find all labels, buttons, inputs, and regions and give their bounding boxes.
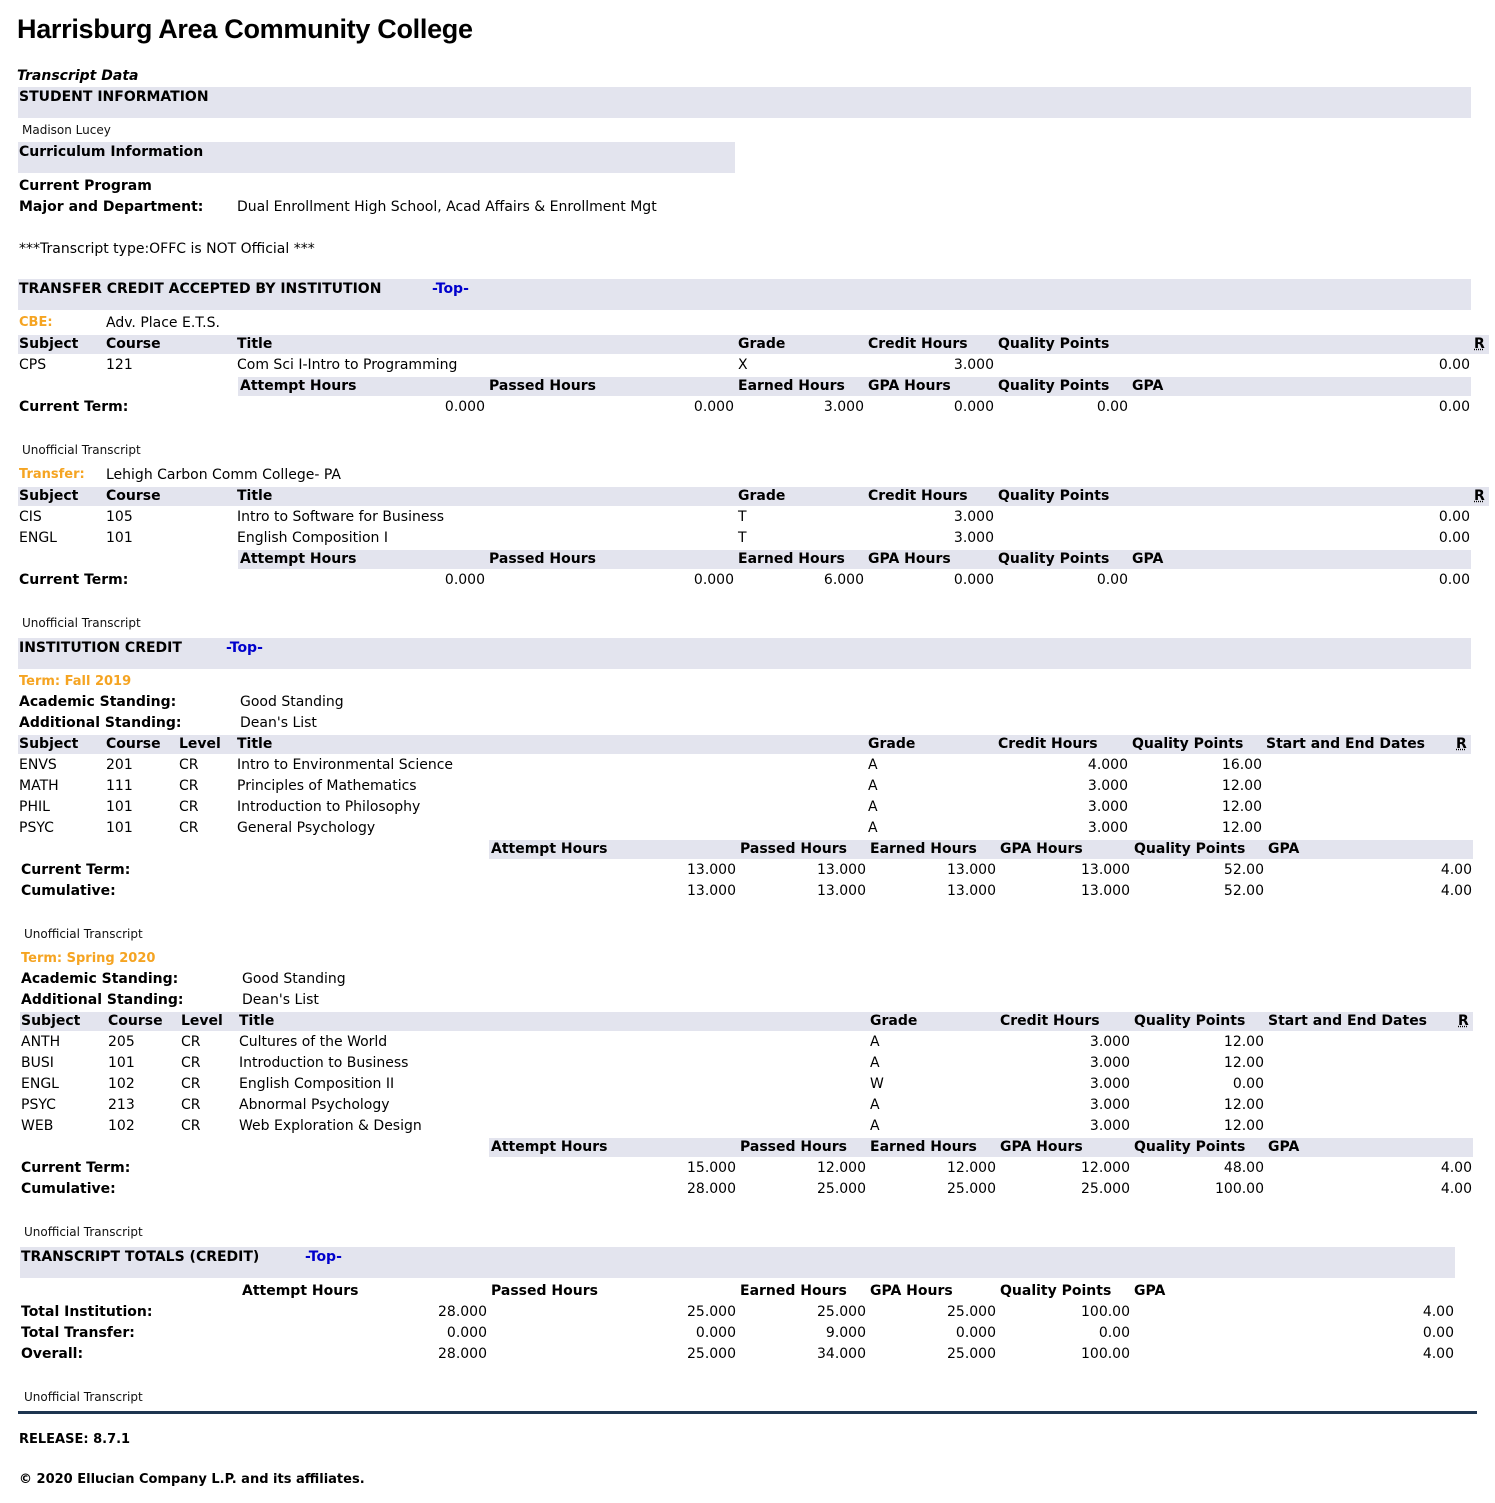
source-institution-name: Adv. Place E.T.S. bbox=[106, 315, 220, 331]
course-grade: A bbox=[870, 1034, 880, 1050]
col-header-credit-hours: Credit Hours bbox=[998, 736, 1098, 752]
top-link[interactable]: -Top- bbox=[432, 281, 469, 297]
total-attempt-hours: 0.000 bbox=[446, 1325, 487, 1341]
col-header-repeat: R bbox=[1456, 736, 1467, 752]
course-quality-points: 12.00 bbox=[1221, 820, 1262, 836]
course-subject: BUSI bbox=[21, 1055, 54, 1071]
total-attempt-hours: 0.000 bbox=[444, 572, 485, 588]
copyright: © 2020 Ellucian Company L.P. and its affiliates. bbox=[19, 1472, 365, 1487]
course-number: 102 bbox=[108, 1118, 135, 1134]
course-level: CR bbox=[181, 1055, 201, 1071]
unofficial-transcript-note: Unofficial Transcript bbox=[24, 1390, 143, 1404]
unofficial-transcript-note: Unofficial Transcript bbox=[22, 443, 141, 457]
course-credit-hours: 3.000 bbox=[1089, 1097, 1130, 1113]
course-level: CR bbox=[181, 1034, 201, 1050]
course-number: 201 bbox=[106, 757, 133, 773]
additional-standing-value: Dean's List bbox=[240, 715, 317, 731]
total-passed-hours: 25.000 bbox=[687, 1304, 736, 1320]
course-number: 105 bbox=[106, 509, 133, 525]
totals-header-bar bbox=[489, 1138, 1473, 1157]
total-quality-points: 100.00 bbox=[1081, 1304, 1130, 1320]
course-credit-hours: 3.000 bbox=[1089, 1118, 1130, 1134]
col-header-quality-points: Quality Points bbox=[1134, 1139, 1246, 1155]
release-label: RELEASE: 8.7.1 bbox=[19, 1432, 131, 1447]
col-header-credit-hours: Credit Hours bbox=[868, 336, 968, 352]
col-header-title: Title bbox=[237, 488, 273, 504]
course-subject: PSYC bbox=[19, 820, 54, 836]
col-header-attempt-hours: Attempt Hours bbox=[242, 1283, 359, 1299]
col-header-title: Title bbox=[237, 336, 273, 352]
course-subject: WEB bbox=[21, 1118, 54, 1134]
course-credit-hours: 3.000 bbox=[1087, 778, 1128, 794]
col-header-grade: Grade bbox=[738, 488, 786, 504]
total-gpa: 0.00 bbox=[1438, 572, 1470, 588]
total-attempt-hours: 15.000 bbox=[687, 1160, 736, 1176]
course-level: CR bbox=[181, 1097, 201, 1113]
course-number: 205 bbox=[108, 1034, 135, 1050]
col-header-start-end-dates: Start and End Dates bbox=[1268, 1013, 1428, 1029]
current-term-label: Current Term: bbox=[21, 862, 131, 878]
course-grade: A bbox=[870, 1055, 880, 1071]
col-header-passed-hours: Passed Hours bbox=[491, 1283, 598, 1299]
academic-standing-value: Good Standing bbox=[242, 971, 346, 987]
top-link[interactable]: -Top- bbox=[226, 640, 263, 656]
col-header-gpa: GPA bbox=[1134, 1283, 1166, 1299]
course-subject: ENVS bbox=[19, 757, 57, 773]
course-number: 101 bbox=[108, 1055, 135, 1071]
col-header-attempt-hours: Attempt Hours bbox=[491, 841, 608, 857]
col-header-attempt-hours: Attempt Hours bbox=[240, 551, 357, 567]
col-header-gpa-hours: GPA Hours bbox=[870, 1283, 953, 1299]
col-header-title: Title bbox=[237, 736, 273, 752]
total-gpa-hours: 13.000 bbox=[1081, 883, 1130, 899]
col-header-gpa-hours: GPA Hours bbox=[868, 378, 951, 394]
current-term-label: Current Term: bbox=[21, 1160, 131, 1176]
total-gpa: 4.00 bbox=[1440, 862, 1472, 878]
institution-section-heading: INSTITUTION CREDIT bbox=[19, 640, 182, 656]
total-passed-hours: 25.000 bbox=[817, 1181, 866, 1197]
term-label: Term: Fall 2019 bbox=[19, 674, 132, 689]
total-passed-hours: 0.000 bbox=[695, 1325, 736, 1341]
total-passed-hours: 0.000 bbox=[693, 399, 734, 415]
col-header-quality-points: Quality Points bbox=[998, 488, 1110, 504]
total-earned-hours: 13.000 bbox=[947, 883, 996, 899]
additional-standing-value: Dean's List bbox=[242, 992, 319, 1008]
totals-header-bar bbox=[238, 377, 1471, 396]
total-quality-points: 52.00 bbox=[1223, 862, 1264, 878]
course-grade: W bbox=[870, 1076, 884, 1092]
total-gpa: 4.00 bbox=[1440, 1181, 1472, 1197]
current-program-label: Current Program bbox=[19, 178, 152, 194]
course-credit-hours: 3.000 bbox=[953, 509, 994, 525]
total-passed-hours: 13.000 bbox=[817, 862, 866, 878]
total-gpa: 4.00 bbox=[1440, 1160, 1472, 1176]
course-credit-hours: 3.000 bbox=[953, 357, 994, 373]
col-header-course: Course bbox=[106, 336, 161, 352]
col-header-credit-hours: Credit Hours bbox=[868, 488, 968, 504]
col-header-subject: Subject bbox=[19, 736, 79, 752]
course-level: CR bbox=[179, 820, 199, 836]
col-header-attempt-hours: Attempt Hours bbox=[491, 1139, 608, 1155]
footer-divider bbox=[18, 1411, 1477, 1414]
course-title: Intro to Environmental Science bbox=[237, 757, 454, 773]
course-title: Intro to Software for Business bbox=[237, 509, 445, 525]
col-header-level: Level bbox=[181, 1013, 223, 1029]
course-subject: ENGL bbox=[19, 530, 57, 546]
total-earned-hours: 25.000 bbox=[817, 1304, 866, 1320]
course-number: 121 bbox=[106, 357, 133, 373]
col-header-repeat: R bbox=[1474, 336, 1485, 352]
source-type-label: Transfer: bbox=[19, 467, 85, 482]
academic-standing-value: Good Standing bbox=[240, 694, 344, 710]
course-subject: ENGL bbox=[21, 1076, 59, 1092]
course-grade: T bbox=[738, 530, 747, 546]
curriculum-heading: Curriculum Information bbox=[19, 144, 204, 160]
col-header-passed-hours: Passed Hours bbox=[740, 1139, 847, 1155]
course-level: CR bbox=[179, 778, 199, 794]
source-institution-name: Lehigh Carbon Comm College- PA bbox=[106, 467, 341, 483]
course-quality-points: 0.00 bbox=[1232, 1076, 1264, 1092]
course-grade: A bbox=[868, 799, 878, 815]
college-name: Harrisburg Area Community College bbox=[17, 14, 473, 44]
academic-standing-label: Academic Standing: bbox=[19, 694, 177, 710]
total-earned-hours: 9.000 bbox=[825, 1325, 866, 1341]
unofficial-transcript-note: Unofficial Transcript bbox=[22, 616, 141, 630]
col-header-earned-hours: Earned Hours bbox=[738, 378, 845, 394]
total-quality-points: 0.00 bbox=[1098, 1325, 1130, 1341]
total-quality-points: 52.00 bbox=[1223, 883, 1264, 899]
total-attempt-hours: 28.000 bbox=[438, 1346, 487, 1362]
academic-standing-label: Academic Standing: bbox=[21, 971, 179, 987]
course-number: 101 bbox=[106, 799, 133, 815]
total-passed-hours: 0.000 bbox=[693, 572, 734, 588]
col-header-repeat: R bbox=[1458, 1013, 1469, 1029]
course-quality-points: 0.00 bbox=[1438, 357, 1470, 373]
additional-standing-label: Additional Standing: bbox=[21, 992, 184, 1008]
course-subject: MATH bbox=[19, 778, 59, 794]
col-header-quality-points: Quality Points bbox=[998, 551, 1110, 567]
course-quality-points: 12.00 bbox=[1221, 778, 1262, 794]
total-earned-hours: 25.000 bbox=[947, 1181, 996, 1197]
course-credit-hours: 3.000 bbox=[1089, 1055, 1130, 1071]
transfer-section-heading: TRANSFER CREDIT ACCEPTED BY INSTITUTION bbox=[19, 281, 382, 297]
col-header-course: Course bbox=[106, 736, 161, 752]
total-gpa-hours: 25.000 bbox=[1081, 1181, 1130, 1197]
major-value: Dual Enrollment High School, Acad Affairs & Enrollment Mgt bbox=[237, 199, 657, 215]
totals-row-label: Total Institution: bbox=[21, 1304, 153, 1320]
totals-row-label: Total Transfer: bbox=[21, 1325, 135, 1341]
total-quality-points: 0.00 bbox=[1096, 399, 1128, 415]
total-gpa-hours: 25.000 bbox=[947, 1304, 996, 1320]
total-attempt-hours: 13.000 bbox=[687, 883, 736, 899]
course-number: 102 bbox=[108, 1076, 135, 1092]
transcript-type-notice: ***Transcript type:OFFC is NOT Official *** bbox=[19, 241, 315, 257]
course-credit-hours: 3.000 bbox=[1087, 820, 1128, 836]
course-subject: PSYC bbox=[21, 1097, 56, 1113]
course-quality-points: 0.00 bbox=[1438, 530, 1470, 546]
total-attempt-hours: 0.000 bbox=[444, 399, 485, 415]
total-earned-hours: 13.000 bbox=[947, 862, 996, 878]
col-header-gpa-hours: GPA Hours bbox=[1000, 841, 1083, 857]
course-level: CR bbox=[179, 757, 199, 773]
total-attempt-hours: 13.000 bbox=[687, 862, 736, 878]
total-gpa-hours: 25.000 bbox=[947, 1346, 996, 1362]
col-header-quality-points: Quality Points bbox=[1134, 841, 1246, 857]
col-header-start-end-dates: Start and End Dates bbox=[1266, 736, 1426, 752]
col-header-earned-hours: Earned Hours bbox=[740, 1283, 847, 1299]
course-subject: CPS bbox=[19, 357, 47, 373]
totals-section-heading: TRANSCRIPT TOTALS (CREDIT) bbox=[21, 1249, 260, 1265]
col-header-gpa-hours: GPA Hours bbox=[868, 551, 951, 567]
total-gpa: 0.00 bbox=[1438, 399, 1470, 415]
course-grade: X bbox=[738, 357, 748, 373]
total-passed-hours: 25.000 bbox=[687, 1346, 736, 1362]
total-gpa: 4.00 bbox=[1422, 1304, 1454, 1320]
course-grade: A bbox=[870, 1097, 880, 1113]
col-header-repeat: R bbox=[1474, 488, 1485, 504]
page-subtitle: Transcript Data bbox=[17, 68, 139, 84]
col-header-course: Course bbox=[108, 1013, 163, 1029]
total-earned-hours: 34.000 bbox=[817, 1346, 866, 1362]
course-quality-points: 16.00 bbox=[1221, 757, 1262, 773]
course-quality-points: 12.00 bbox=[1223, 1118, 1264, 1134]
col-header-subject: Subject bbox=[21, 1013, 81, 1029]
course-level: CR bbox=[179, 799, 199, 815]
col-header-earned-hours: Earned Hours bbox=[738, 551, 845, 567]
course-credit-hours: 3.000 bbox=[1087, 799, 1128, 815]
col-header-quality-points: Quality Points bbox=[998, 336, 1110, 352]
total-gpa: 0.00 bbox=[1422, 1325, 1454, 1341]
course-quality-points: 12.00 bbox=[1223, 1055, 1264, 1071]
total-quality-points: 0.00 bbox=[1096, 572, 1128, 588]
total-earned-hours: 12.000 bbox=[947, 1160, 996, 1176]
total-quality-points: 100.00 bbox=[1215, 1181, 1264, 1197]
course-header-bar bbox=[20, 1012, 1473, 1031]
course-grade: A bbox=[868, 820, 878, 836]
student-info-heading: STUDENT INFORMATION bbox=[19, 89, 209, 105]
total-passed-hours: 13.000 bbox=[817, 883, 866, 899]
total-gpa-hours: 13.000 bbox=[1081, 862, 1130, 878]
source-type-label: CBE: bbox=[19, 315, 53, 330]
top-link[interactable]: -Top- bbox=[305, 1249, 342, 1265]
total-quality-points: 48.00 bbox=[1223, 1160, 1264, 1176]
col-header-level: Level bbox=[179, 736, 221, 752]
total-gpa-hours: 12.000 bbox=[1081, 1160, 1130, 1176]
col-header-credit-hours: Credit Hours bbox=[1000, 1013, 1100, 1029]
current-term-label: Current Term: bbox=[19, 399, 129, 415]
course-level: CR bbox=[181, 1118, 201, 1134]
col-header-quality-points: Quality Points bbox=[998, 378, 1110, 394]
course-title: Cultures of the World bbox=[239, 1034, 388, 1050]
col-header-title: Title bbox=[239, 1013, 275, 1029]
cumulative-label: Cumulative: bbox=[21, 883, 116, 899]
total-earned-hours: 3.000 bbox=[823, 399, 864, 415]
major-label: Major and Department: bbox=[19, 199, 204, 215]
course-credit-hours: 3.000 bbox=[1089, 1076, 1130, 1092]
col-header-earned-hours: Earned Hours bbox=[870, 841, 977, 857]
col-header-gpa: GPA bbox=[1132, 551, 1164, 567]
course-title: Introduction to Business bbox=[239, 1055, 409, 1071]
totals-header-bar bbox=[238, 550, 1471, 569]
col-header-subject: Subject bbox=[19, 336, 79, 352]
totals-header-bar bbox=[489, 840, 1473, 859]
totals-row-label: Overall: bbox=[21, 1346, 84, 1362]
course-grade: A bbox=[868, 778, 878, 794]
col-header-quality-points: Quality Points bbox=[1132, 736, 1244, 752]
unofficial-transcript-note: Unofficial Transcript bbox=[24, 927, 143, 941]
total-passed-hours: 12.000 bbox=[817, 1160, 866, 1176]
course-credit-hours: 3.000 bbox=[1089, 1034, 1130, 1050]
col-header-attempt-hours: Attempt Hours bbox=[240, 378, 357, 394]
course-header-bar bbox=[18, 735, 1471, 754]
total-attempt-hours: 28.000 bbox=[438, 1304, 487, 1320]
col-header-gpa: GPA bbox=[1268, 1139, 1300, 1155]
course-credit-hours: 3.000 bbox=[953, 530, 994, 546]
col-header-grade: Grade bbox=[868, 736, 916, 752]
total-attempt-hours: 28.000 bbox=[687, 1181, 736, 1197]
total-earned-hours: 6.000 bbox=[823, 572, 864, 588]
col-header-passed-hours: Passed Hours bbox=[489, 378, 596, 394]
course-grade: T bbox=[738, 509, 747, 525]
col-header-gpa-hours: GPA Hours bbox=[1000, 1139, 1083, 1155]
col-header-gpa: GPA bbox=[1132, 378, 1164, 394]
col-header-gpa: GPA bbox=[1268, 841, 1300, 857]
col-header-passed-hours: Passed Hours bbox=[740, 841, 847, 857]
col-header-passed-hours: Passed Hours bbox=[489, 551, 596, 567]
course-title: Introduction to Philosophy bbox=[237, 799, 421, 815]
course-grade: A bbox=[868, 757, 878, 773]
course-credit-hours: 4.000 bbox=[1087, 757, 1128, 773]
current-term-label: Current Term: bbox=[19, 572, 129, 588]
col-header-course: Course bbox=[106, 488, 161, 504]
additional-standing-label: Additional Standing: bbox=[19, 715, 182, 731]
course-quality-points: 12.00 bbox=[1223, 1034, 1264, 1050]
course-title: Web Exploration & Design bbox=[239, 1118, 422, 1134]
course-title: General Psychology bbox=[237, 820, 376, 836]
course-subject: PHIL bbox=[19, 799, 50, 815]
course-number: 101 bbox=[106, 530, 133, 546]
course-subject: ANTH bbox=[21, 1034, 61, 1050]
course-title: Principles of Mathematics bbox=[237, 778, 417, 794]
course-quality-points: 0.00 bbox=[1438, 509, 1470, 525]
col-header-grade: Grade bbox=[870, 1013, 918, 1029]
course-subject: CIS bbox=[19, 509, 42, 525]
course-title: English Composition I bbox=[237, 530, 389, 546]
col-header-quality-points: Quality Points bbox=[1134, 1013, 1246, 1029]
course-number: 213 bbox=[108, 1097, 135, 1113]
course-title: English Composition II bbox=[239, 1076, 395, 1092]
course-title: Com Sci I-Intro to Programming bbox=[237, 357, 458, 373]
course-quality-points: 12.00 bbox=[1223, 1097, 1264, 1113]
total-gpa: 4.00 bbox=[1440, 883, 1472, 899]
term-label: Term: Spring 2020 bbox=[21, 951, 156, 966]
student-name: Madison Lucey bbox=[22, 123, 111, 137]
col-header-subject: Subject bbox=[19, 488, 79, 504]
unofficial-transcript-note: Unofficial Transcript bbox=[24, 1225, 143, 1239]
total-gpa-hours: 0.000 bbox=[953, 399, 994, 415]
col-header-grade: Grade bbox=[738, 336, 786, 352]
total-quality-points: 100.00 bbox=[1081, 1346, 1130, 1362]
course-number: 101 bbox=[106, 820, 133, 836]
total-gpa-hours: 0.000 bbox=[953, 572, 994, 588]
student-info-bar bbox=[18, 87, 1471, 118]
col-header-earned-hours: Earned Hours bbox=[870, 1139, 977, 1155]
cumulative-label: Cumulative: bbox=[21, 1181, 116, 1197]
col-header-quality-points: Quality Points bbox=[1000, 1283, 1112, 1299]
total-gpa-hours: 0.000 bbox=[955, 1325, 996, 1341]
course-level: CR bbox=[181, 1076, 201, 1092]
course-title: Abnormal Psychology bbox=[239, 1097, 390, 1113]
course-grade: A bbox=[870, 1118, 880, 1134]
course-number: 111 bbox=[106, 778, 133, 794]
course-quality-points: 12.00 bbox=[1221, 799, 1262, 815]
total-gpa: 4.00 bbox=[1422, 1346, 1454, 1362]
